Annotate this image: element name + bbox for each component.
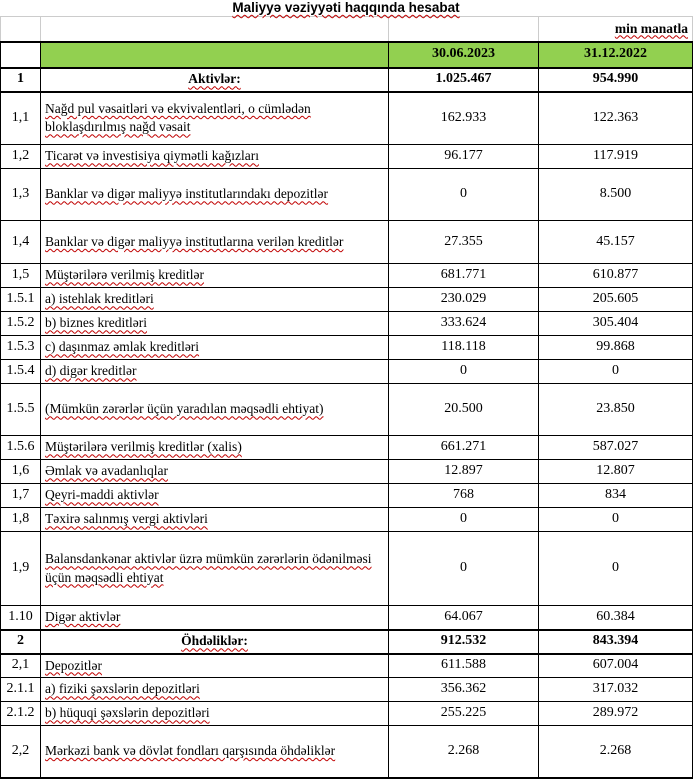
- row-value-2023-cell: 681.771: [389, 264, 539, 288]
- row-label: c) daşınmaz əmlak kreditləri: [45, 339, 200, 355]
- table-row: [1, 360, 693, 384]
- row-label: (Mümkün zərərlər üçün yaradılan məqsədli ehtiyat): [45, 401, 324, 417]
- table-row: [1, 678, 693, 702]
- row-value-2023-cell: 1.025.467: [389, 68, 539, 92]
- row-value-2022-cell: 60.384: [539, 606, 693, 630]
- table-row: [1, 484, 693, 508]
- row-value-2023-cell: 2.268: [389, 726, 539, 778]
- table-row: [1, 145, 693, 169]
- row-value-2023-cell: 96.177: [389, 145, 539, 169]
- row-label: Təxirə salınmış vergi aktivləri: [45, 511, 208, 527]
- row-label-cell: [41, 484, 389, 508]
- table-row: [1, 288, 693, 312]
- row-label: d) digər kreditlər: [45, 363, 137, 379]
- row-label: Ticarət və investisiya qiymətli kağızları: [45, 148, 259, 164]
- row-value-2022-cell: 12.807: [539, 460, 693, 484]
- row-label: Qeyri-maddi aktivlər: [45, 487, 159, 503]
- table-row: [1, 312, 693, 336]
- row-label: Öhdəliklər:: [181, 633, 248, 649]
- row-label: Aktivlər:: [188, 71, 241, 87]
- row-label: Mərkəzi bank və dövlət fondları qarşısında öhdəliklər: [45, 743, 336, 759]
- row-label-cell: [41, 68, 389, 92]
- row-number-cell: 1.10: [1, 606, 41, 630]
- row-value-2023-cell: 20.500: [389, 384, 539, 436]
- row-value-2023-cell: 356.362: [389, 678, 539, 702]
- row-value-2023-cell: 333.624: [389, 312, 539, 336]
- row-value-2022-cell: 0: [539, 360, 693, 384]
- row-number-cell: 1,8: [1, 508, 41, 532]
- row-label-cell: [41, 145, 389, 169]
- row-label: a) fiziki şəxslərin depozitləri: [45, 681, 200, 697]
- row-number-cell: 2: [1, 630, 41, 654]
- row-label-cell: [41, 221, 389, 264]
- table-row: [1, 606, 693, 630]
- row-label-cell: [41, 336, 389, 360]
- row-label-cell: [41, 169, 389, 221]
- row-number-cell: 1,1: [1, 92, 41, 145]
- table-row: [1, 436, 693, 460]
- unit-note-cell: [539, 17, 693, 42]
- table-row: [1, 630, 693, 654]
- row-label: Banklar və digər maliyyə institutlarındakı depozitlər: [45, 186, 329, 202]
- table-row: [1, 460, 693, 484]
- row-label-cell: [41, 532, 389, 606]
- row-label-cell: [41, 508, 389, 532]
- row-label-cell: [41, 360, 389, 384]
- row-number-cell: 1.5.2: [1, 312, 41, 336]
- row-value-2022-cell: 305.404: [539, 312, 693, 336]
- row-value-2022-cell: 8.500: [539, 169, 693, 221]
- row-label: Balansdankənar aktivlər üzrə mümkün zərərlərin ödənilməsi üçün məqsədli ehtiyat: [45, 551, 372, 585]
- row-value-2022-cell: 843.394: [539, 630, 693, 654]
- row-number-cell: 2.1.2: [1, 702, 41, 726]
- row-label-cell: [41, 678, 389, 702]
- row-label: Əmlak və avadanlıqlar: [45, 463, 168, 479]
- row-value-2022-cell: 607.004: [539, 654, 693, 678]
- row-number-cell: 2,2: [1, 726, 41, 778]
- row-label-cell: [41, 630, 389, 654]
- table-rows-body: [1, 68, 693, 778]
- row-number-cell: 1,5: [1, 264, 41, 288]
- row-value-2023-cell: 118.118: [389, 336, 539, 360]
- row-value-2022-cell: 289.972: [539, 702, 693, 726]
- table-row: [1, 336, 693, 360]
- row-number-cell: 1,3: [1, 169, 41, 221]
- table-row: [1, 92, 693, 145]
- row-number-cell: 1.5.4: [1, 360, 41, 384]
- column-header-date-1: 30.06.2023: [389, 42, 539, 68]
- unit-note-row: [1, 17, 693, 42]
- row-value-2022-cell: 122.363: [539, 92, 693, 145]
- table-row: [1, 221, 693, 264]
- row-number-cell: 1,9: [1, 532, 41, 606]
- table-row: [1, 532, 693, 606]
- row-value-2022-cell: 99.868: [539, 336, 693, 360]
- row-label: Nağd pul vəsaitləri və ekvivalentləri, o cümlədən bloklaşdırılmış nağd vəsait: [45, 101, 311, 135]
- row-value-2023-cell: 768: [389, 484, 539, 508]
- row-label: a) istehlak kreditləri: [45, 291, 154, 307]
- report-title-text: Maliyyə vəziyyəti haqqında hesabat: [232, 0, 460, 15]
- row-label-cell: [41, 384, 389, 436]
- row-value-2022-cell: 0: [539, 532, 693, 606]
- row-label: Banklar və digər maliyyə institutlarına verilən kreditlər: [45, 233, 344, 249]
- row-label-cell: [41, 460, 389, 484]
- column-header-row: [1, 42, 693, 68]
- empty-header-cell: [41, 42, 389, 68]
- row-label: b) biznes kreditləri: [45, 315, 147, 331]
- row-label-cell: [41, 726, 389, 778]
- row-value-2023-cell: 230.029: [389, 288, 539, 312]
- report-title: [0, 0, 692, 16]
- row-value-2022-cell: 0: [539, 508, 693, 532]
- table-row: [1, 702, 693, 726]
- row-number-cell: 1.5.5: [1, 384, 41, 436]
- row-number-cell: 1,6: [1, 460, 41, 484]
- row-label: b) hüquqi şəxslərin depozitləri: [45, 705, 210, 721]
- empty-cell: [41, 17, 389, 42]
- row-label-cell: [41, 92, 389, 145]
- row-label-cell: [41, 312, 389, 336]
- row-value-2023-cell: 255.225: [389, 702, 539, 726]
- row-value-2022-cell: 2.268: [539, 726, 693, 778]
- empty-cell: [1, 42, 41, 68]
- row-value-2023-cell: 12.897: [389, 460, 539, 484]
- row-value-2022-cell: 23.850: [539, 384, 693, 436]
- row-value-2023-cell: 64.067: [389, 606, 539, 630]
- row-number-cell: 1: [1, 68, 41, 92]
- row-value-2022-cell: 834: [539, 484, 693, 508]
- row-number-cell: 2.1.1: [1, 678, 41, 702]
- row-value-2023-cell: 162.933: [389, 92, 539, 145]
- row-number-cell: 1.5.3: [1, 336, 41, 360]
- table-row: [1, 508, 693, 532]
- row-number-cell: 1,2: [1, 145, 41, 169]
- row-value-2023-cell: 27.355: [389, 221, 539, 264]
- unit-note-text: min manatla: [614, 20, 688, 36]
- row-label-cell: [41, 654, 389, 678]
- row-number-cell: 1.5.1: [1, 288, 41, 312]
- table-row: [1, 169, 693, 221]
- table-row: [1, 264, 693, 288]
- row-value-2023-cell: 661.271: [389, 436, 539, 460]
- row-label-cell: [41, 436, 389, 460]
- row-label: Müştərilərə verilmiş kreditlər: [45, 267, 204, 283]
- row-label: Digər aktivlər: [45, 609, 121, 625]
- financial-position-table: [0, 16, 693, 779]
- row-value-2022-cell: 954.990: [539, 68, 693, 92]
- row-value-2022-cell: 117.919: [539, 145, 693, 169]
- row-label-cell: [41, 288, 389, 312]
- row-value-2022-cell: 317.032: [539, 678, 693, 702]
- table-row: [1, 726, 693, 778]
- row-number-cell: 1,7: [1, 484, 41, 508]
- row-label: Depozitlər: [45, 657, 102, 673]
- table-row: [1, 68, 693, 92]
- row-label-cell: [41, 702, 389, 726]
- empty-cell: [1, 17, 41, 42]
- row-number-cell: 2,1: [1, 654, 41, 678]
- row-value-2023-cell: 0: [389, 360, 539, 384]
- row-value-2022-cell: 587.027: [539, 436, 693, 460]
- empty-cell: [389, 17, 539, 42]
- row-value-2023-cell: 611.588: [389, 654, 539, 678]
- row-value-2022-cell: 205.605: [539, 288, 693, 312]
- row-label: Müştərilərə verilmiş kreditlər (xalis): [45, 439, 242, 455]
- row-label-cell: [41, 264, 389, 288]
- table-row: [1, 654, 693, 678]
- row-value-2023-cell: 912.532: [389, 630, 539, 654]
- row-value-2023-cell: 0: [389, 508, 539, 532]
- row-value-2023-cell: 0: [389, 532, 539, 606]
- table-row: [1, 384, 693, 436]
- row-value-2023-cell: 0: [389, 169, 539, 221]
- row-number-cell: 1.5.6: [1, 436, 41, 460]
- row-number-cell: 1,4: [1, 221, 41, 264]
- row-value-2022-cell: 610.877: [539, 264, 693, 288]
- column-header-date-2: 31.12.2022: [539, 42, 693, 68]
- row-value-2022-cell: 45.157: [539, 221, 693, 264]
- row-label-cell: [41, 606, 389, 630]
